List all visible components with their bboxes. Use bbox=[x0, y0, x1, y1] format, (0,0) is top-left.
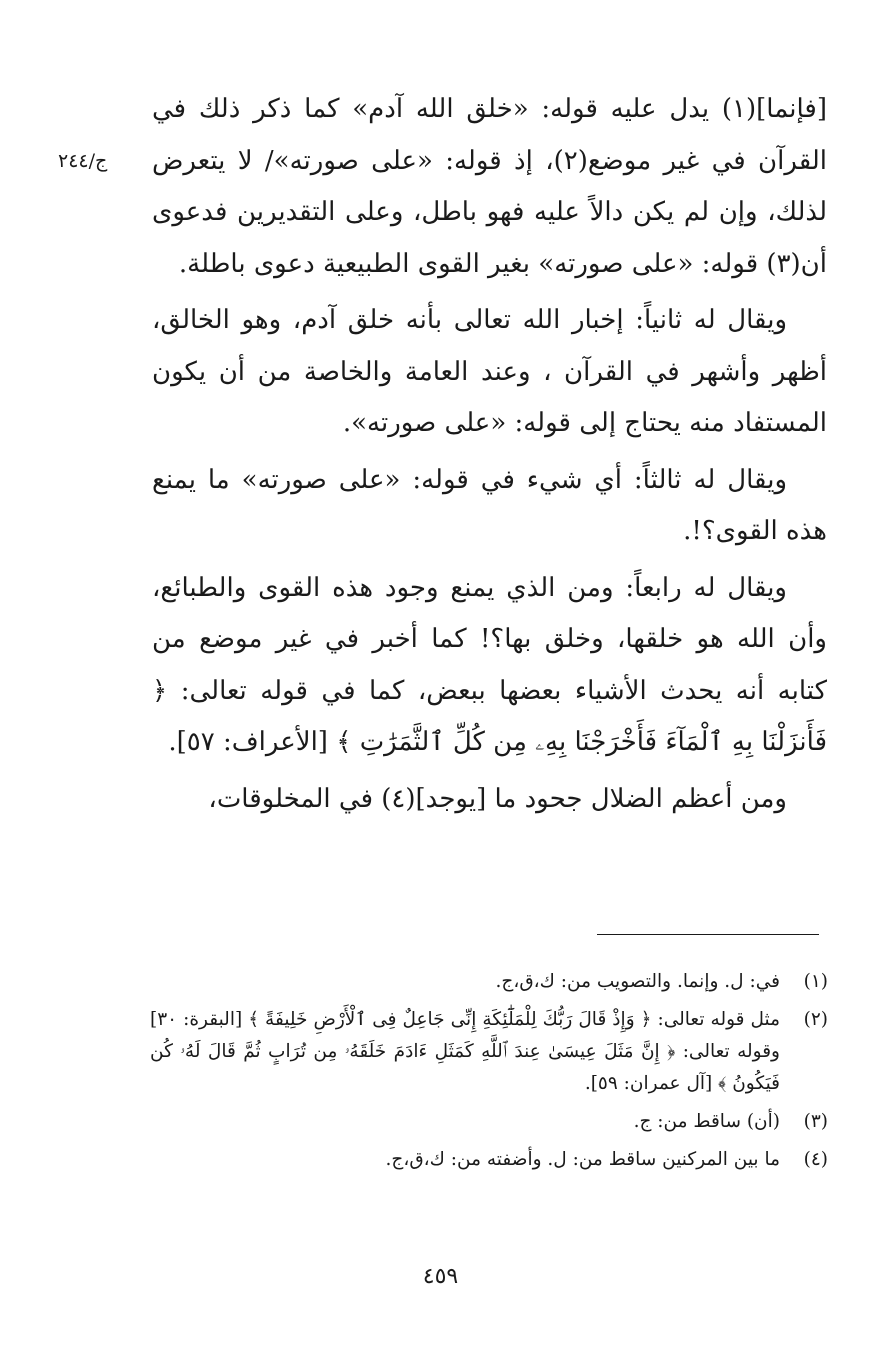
footnote bbox=[150, 966, 828, 998]
paragraph-1: [فإنما](١) يدل عليه قوله: «خلق الله آدم» كما ذكر ذلك في القرآن في غير موضع(٢)، إذ قوله: «على صورته»/ لا يتعرض لذلك، وإن لم يكن دالاً عليه فهو باطل، وعلى التقديرين فدعوى أن(٣) قوله: «على صورته» بغير القوى الطبيعية دعوى باطلة. bbox=[152, 94, 828, 279]
footnote-number: (٢) bbox=[803, 1009, 828, 1030]
footnote-number: (٣) bbox=[803, 1111, 828, 1132]
footnote-text: في: ل. وإنما. والتصويب من: ك،ق،ج. bbox=[495, 971, 780, 992]
footnote bbox=[150, 1004, 828, 1100]
footnotes bbox=[150, 966, 828, 1182]
margin-volume-page-note: ج/٢٤٤ bbox=[58, 150, 108, 172]
footnote-number: (١) bbox=[803, 971, 828, 992]
footnote-text: مثل قوله تعالى: ﴿ وَإِذْ قَالَ رَبُّكَ لِلْمَلَٰٓئِكَةِ إِنِّى جَاعِلٌ فِى ٱلْأَرْضِ خَلِيفَةً ﴾ [البقرة: ٣٠] وقوله تعالى: ﴿ إِنَّ مَثَلَ عِيسَىٰ عِندَ ٱللَّهِ كَمَثَلِ ءَادَمَ خَلَقَهُۥ مِن تُرَابٍ ثُمَّ قَالَ لَهُۥ كُن فَيَكُونُ ﴾ [آل عمران: ٥٩]. bbox=[150, 1009, 780, 1094]
footnote-text: ما بين المركنين ساقط من: ل. وأضفته من: ك،ق،ج. bbox=[385, 1149, 780, 1170]
paragraph-3: ويقال له ثالثاً: أي شيء في قوله: «على صورته» ما يمنع هذه القوى؟!. bbox=[152, 464, 827, 546]
footnote bbox=[150, 1106, 828, 1138]
paragraph-4: ويقال له رابعاً: ومن الذي يمنع وجود هذه القوى والطبائع، وأن الله هو خلقها، وخلق بها؟! كما أخبر في غير موضع من كتابه أنه يحدث الأشياء بعضها ببعض، كما في قوله تعالى: ﴿ فَأَنزَلْنَا بِهِ ٱلْمَآءَ فَأَخْرَجْنَا بِهِۦ مِن كُلِّ ٱلثَّمَرَٰتِ ﴾ [الأعراف: ٥٧]. bbox=[152, 572, 827, 757]
paragraph-2: ويقال له ثانياً: إخبار الله تعالى بأنه خلق آدم، وهو الخالق، أظهر وأشهر في القرآن ، وعند العامة والخاصة من أن يكون المستفاد منه يحتاج إلى قوله: «على صورته». bbox=[152, 305, 827, 438]
paragraph-5: ومن أعظم الضلال جحود ما [يوجد](٤) في المخلوقات، bbox=[208, 783, 787, 814]
footnote-number: (٤) bbox=[803, 1149, 828, 1170]
footnote-separator bbox=[597, 934, 819, 935]
main-text bbox=[152, 84, 827, 830]
footnote-text: (أن) ساقط من: ج. bbox=[633, 1111, 780, 1132]
page-number: ٤٥٩ bbox=[422, 1264, 459, 1289]
footnote bbox=[150, 1144, 828, 1176]
